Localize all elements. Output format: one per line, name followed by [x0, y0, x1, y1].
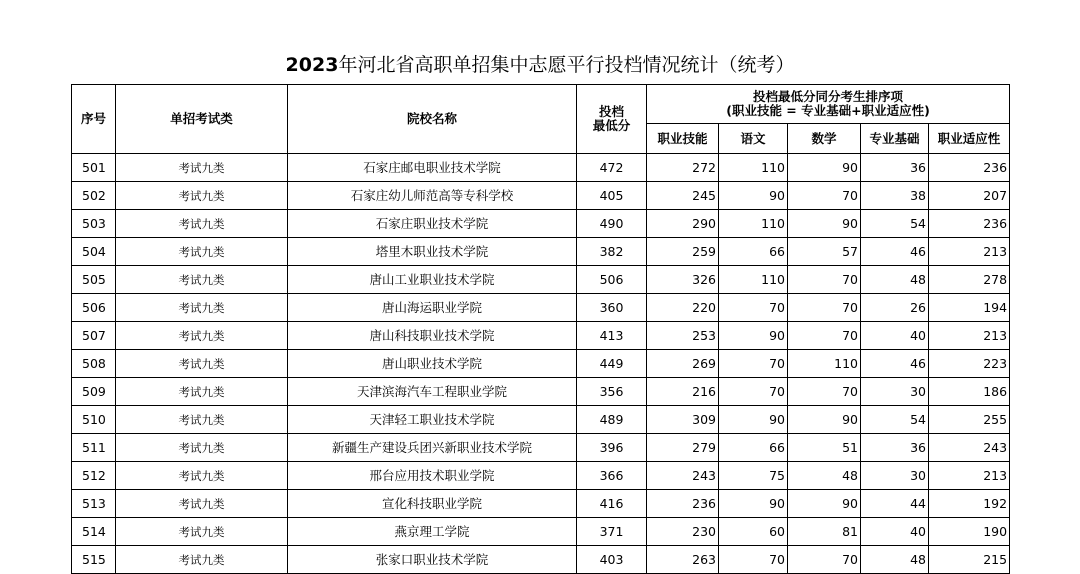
- header-seq: 序号: [72, 85, 116, 154]
- table-row: [72, 350, 1010, 378]
- cell-basic: 44: [861, 490, 929, 518]
- cell-seq: 506: [72, 294, 116, 322]
- table-body: [72, 154, 1010, 574]
- cell-skill: 236: [647, 490, 719, 518]
- cell-seq: 515: [72, 546, 116, 574]
- header-rank-group-line1: 投档最低分同分考生排序项: [753, 89, 904, 104]
- table-row: [72, 434, 1010, 462]
- cell-basic: 54: [861, 210, 929, 238]
- cell-category: 考试九类: [116, 518, 288, 546]
- cell-seq: 507: [72, 322, 116, 350]
- cell-seq: 508: [72, 350, 116, 378]
- cell-category: 考试九类: [116, 490, 288, 518]
- cell-skill: 243: [647, 462, 719, 490]
- page-title: [0, 52, 1080, 78]
- cell-school: 唐山职业技术学院: [288, 350, 577, 378]
- cell-math: 70: [788, 294, 861, 322]
- cell-school: 燕京理工学院: [288, 518, 577, 546]
- cell-school: 石家庄邮电职业技术学院: [288, 154, 577, 182]
- cell-adapt: 190: [929, 518, 1010, 546]
- cell-skill: 263: [647, 546, 719, 574]
- cell-seq: 513: [72, 490, 116, 518]
- cell-adapt: 186: [929, 378, 1010, 406]
- cell-basic: 26: [861, 294, 929, 322]
- cell-seq: 514: [72, 518, 116, 546]
- cell-math: 90: [788, 210, 861, 238]
- cell-math: 90: [788, 406, 861, 434]
- cell-chinese: 110: [719, 266, 788, 294]
- cell-basic: 40: [861, 322, 929, 350]
- cell-basic: 30: [861, 378, 929, 406]
- cell-math: 57: [788, 238, 861, 266]
- cell-school: 唐山科技职业技术学院: [288, 322, 577, 350]
- cell-seq: 503: [72, 210, 116, 238]
- cell-min-score: 413: [577, 322, 647, 350]
- header-chinese: 语文: [719, 124, 788, 154]
- table-row: [72, 406, 1010, 434]
- cell-school: 石家庄幼儿师范高等专科学校: [288, 182, 577, 210]
- header-math: 数学: [788, 124, 861, 154]
- cell-basic: 48: [861, 266, 929, 294]
- cell-min-score: 416: [577, 490, 647, 518]
- cell-basic: 40: [861, 518, 929, 546]
- cell-seq: 502: [72, 182, 116, 210]
- table-row: [72, 490, 1010, 518]
- cell-basic: 38: [861, 182, 929, 210]
- cell-seq: 511: [72, 434, 116, 462]
- cell-min-score: 396: [577, 434, 647, 462]
- cell-chinese: 66: [719, 434, 788, 462]
- cell-seq: 509: [72, 378, 116, 406]
- cell-category: 考试九类: [116, 210, 288, 238]
- cell-adapt: 213: [929, 238, 1010, 266]
- cell-basic: 36: [861, 434, 929, 462]
- admission-table: [71, 84, 1010, 574]
- cell-math: 110: [788, 350, 861, 378]
- table-row: [72, 322, 1010, 350]
- title-text: 年河北省高职单招集中志愿平行投档情况统计（统考）: [338, 54, 795, 76]
- title-year: 2023: [285, 54, 339, 76]
- cell-category: 考试九类: [116, 154, 288, 182]
- cell-chinese: 70: [719, 350, 788, 378]
- cell-skill: 279: [647, 434, 719, 462]
- cell-skill: 290: [647, 210, 719, 238]
- cell-school: 天津滨海汽车工程职业学院: [288, 378, 577, 406]
- cell-math: 81: [788, 518, 861, 546]
- cell-chinese: 110: [719, 154, 788, 182]
- cell-category: 考试九类: [116, 266, 288, 294]
- cell-min-score: 356: [577, 378, 647, 406]
- cell-min-score: 405: [577, 182, 647, 210]
- cell-category: 考试九类: [116, 434, 288, 462]
- cell-chinese: 70: [719, 294, 788, 322]
- cell-chinese: 90: [719, 406, 788, 434]
- cell-school: 天津轻工职业技术学院: [288, 406, 577, 434]
- cell-basic: 48: [861, 546, 929, 574]
- cell-category: 考试九类: [116, 294, 288, 322]
- cell-school: 唐山工业职业技术学院: [288, 266, 577, 294]
- cell-seq: 512: [72, 462, 116, 490]
- cell-school: 石家庄职业技术学院: [288, 210, 577, 238]
- header-school: 院校名称: [288, 85, 577, 154]
- cell-adapt: 278: [929, 266, 1010, 294]
- cell-school: 新疆生产建设兵团兴新职业技术学院: [288, 434, 577, 462]
- cell-math: 51: [788, 434, 861, 462]
- cell-adapt: 213: [929, 462, 1010, 490]
- cell-min-score: 449: [577, 350, 647, 378]
- cell-math: 70: [788, 266, 861, 294]
- cell-min-score: 489: [577, 406, 647, 434]
- cell-basic: 46: [861, 350, 929, 378]
- cell-math: 48: [788, 462, 861, 490]
- cell-min-score: 371: [577, 518, 647, 546]
- cell-adapt: 255: [929, 406, 1010, 434]
- cell-school: 张家口职业技术学院: [288, 546, 577, 574]
- header-adapt: 职业适应性: [929, 124, 1010, 154]
- cell-basic: 46: [861, 238, 929, 266]
- table-row: [72, 238, 1010, 266]
- table-row: [72, 294, 1010, 322]
- cell-math: 70: [788, 546, 861, 574]
- cell-min-score: 472: [577, 154, 647, 182]
- table-row: [72, 546, 1010, 574]
- cell-school: 邢台应用技术职业学院: [288, 462, 577, 490]
- cell-chinese: 75: [719, 462, 788, 490]
- cell-chinese: 60: [719, 518, 788, 546]
- cell-adapt: 194: [929, 294, 1010, 322]
- cell-category: 考试九类: [116, 406, 288, 434]
- cell-category: 考试九类: [116, 546, 288, 574]
- cell-skill: 253: [647, 322, 719, 350]
- cell-category: 考试九类: [116, 462, 288, 490]
- cell-min-score: 366: [577, 462, 647, 490]
- cell-seq: 504: [72, 238, 116, 266]
- table-row: [72, 462, 1010, 490]
- cell-school: 唐山海运职业学院: [288, 294, 577, 322]
- cell-math: 70: [788, 322, 861, 350]
- cell-math: 70: [788, 378, 861, 406]
- cell-math: 90: [788, 490, 861, 518]
- cell-seq: 505: [72, 266, 116, 294]
- cell-math: 90: [788, 154, 861, 182]
- cell-basic: 54: [861, 406, 929, 434]
- cell-skill: 245: [647, 182, 719, 210]
- cell-adapt: 223: [929, 350, 1010, 378]
- cell-adapt: 215: [929, 546, 1010, 574]
- cell-basic: 36: [861, 154, 929, 182]
- cell-category: 考试九类: [116, 182, 288, 210]
- cell-skill: 216: [647, 378, 719, 406]
- cell-math: 70: [788, 182, 861, 210]
- cell-skill: 230: [647, 518, 719, 546]
- cell-chinese: 70: [719, 378, 788, 406]
- cell-chinese: 110: [719, 210, 788, 238]
- cell-adapt: 207: [929, 182, 1010, 210]
- cell-skill: 259: [647, 238, 719, 266]
- table-row: [72, 518, 1010, 546]
- cell-chinese: 90: [719, 182, 788, 210]
- cell-chinese: 70: [719, 546, 788, 574]
- header-category: 单招考试类: [116, 85, 288, 154]
- cell-skill: 309: [647, 406, 719, 434]
- cell-skill: 269: [647, 350, 719, 378]
- cell-skill: 326: [647, 266, 719, 294]
- cell-adapt: 236: [929, 210, 1010, 238]
- table-row: [72, 266, 1010, 294]
- cell-skill: 220: [647, 294, 719, 322]
- cell-chinese: 90: [719, 490, 788, 518]
- cell-chinese: 66: [719, 238, 788, 266]
- cell-category: 考试九类: [116, 238, 288, 266]
- cell-min-score: 506: [577, 266, 647, 294]
- cell-category: 考试九类: [116, 378, 288, 406]
- header-rank-group: [647, 85, 1010, 124]
- cell-adapt: 213: [929, 322, 1010, 350]
- cell-seq: 501: [72, 154, 116, 182]
- cell-adapt: 192: [929, 490, 1010, 518]
- cell-adapt: 243: [929, 434, 1010, 462]
- cell-category: 考试九类: [116, 350, 288, 378]
- cell-min-score: 490: [577, 210, 647, 238]
- header-min-score-line2: 最低分: [592, 118, 631, 133]
- header-basic: 专业基础: [861, 124, 929, 154]
- cell-school: 塔里木职业技术学院: [288, 238, 577, 266]
- cell-seq: 510: [72, 406, 116, 434]
- cell-min-score: 403: [577, 546, 647, 574]
- header-skill: 职业技能: [647, 124, 719, 154]
- cell-adapt: 236: [929, 154, 1010, 182]
- header-min-score-line1: 投档: [598, 104, 624, 119]
- cell-school: 宣化科技职业学院: [288, 490, 577, 518]
- cell-skill: 272: [647, 154, 719, 182]
- table-row: [72, 210, 1010, 238]
- cell-chinese: 90: [719, 322, 788, 350]
- header-rank-group-line2: (职业技能 = 专业基础+职业适应性): [726, 103, 930, 118]
- cell-min-score: 382: [577, 238, 647, 266]
- cell-min-score: 360: [577, 294, 647, 322]
- table-row: [72, 154, 1010, 182]
- header-min-score: [577, 85, 647, 154]
- table-row: [72, 378, 1010, 406]
- cell-basic: 30: [861, 462, 929, 490]
- table-row: [72, 182, 1010, 210]
- cell-category: 考试九类: [116, 322, 288, 350]
